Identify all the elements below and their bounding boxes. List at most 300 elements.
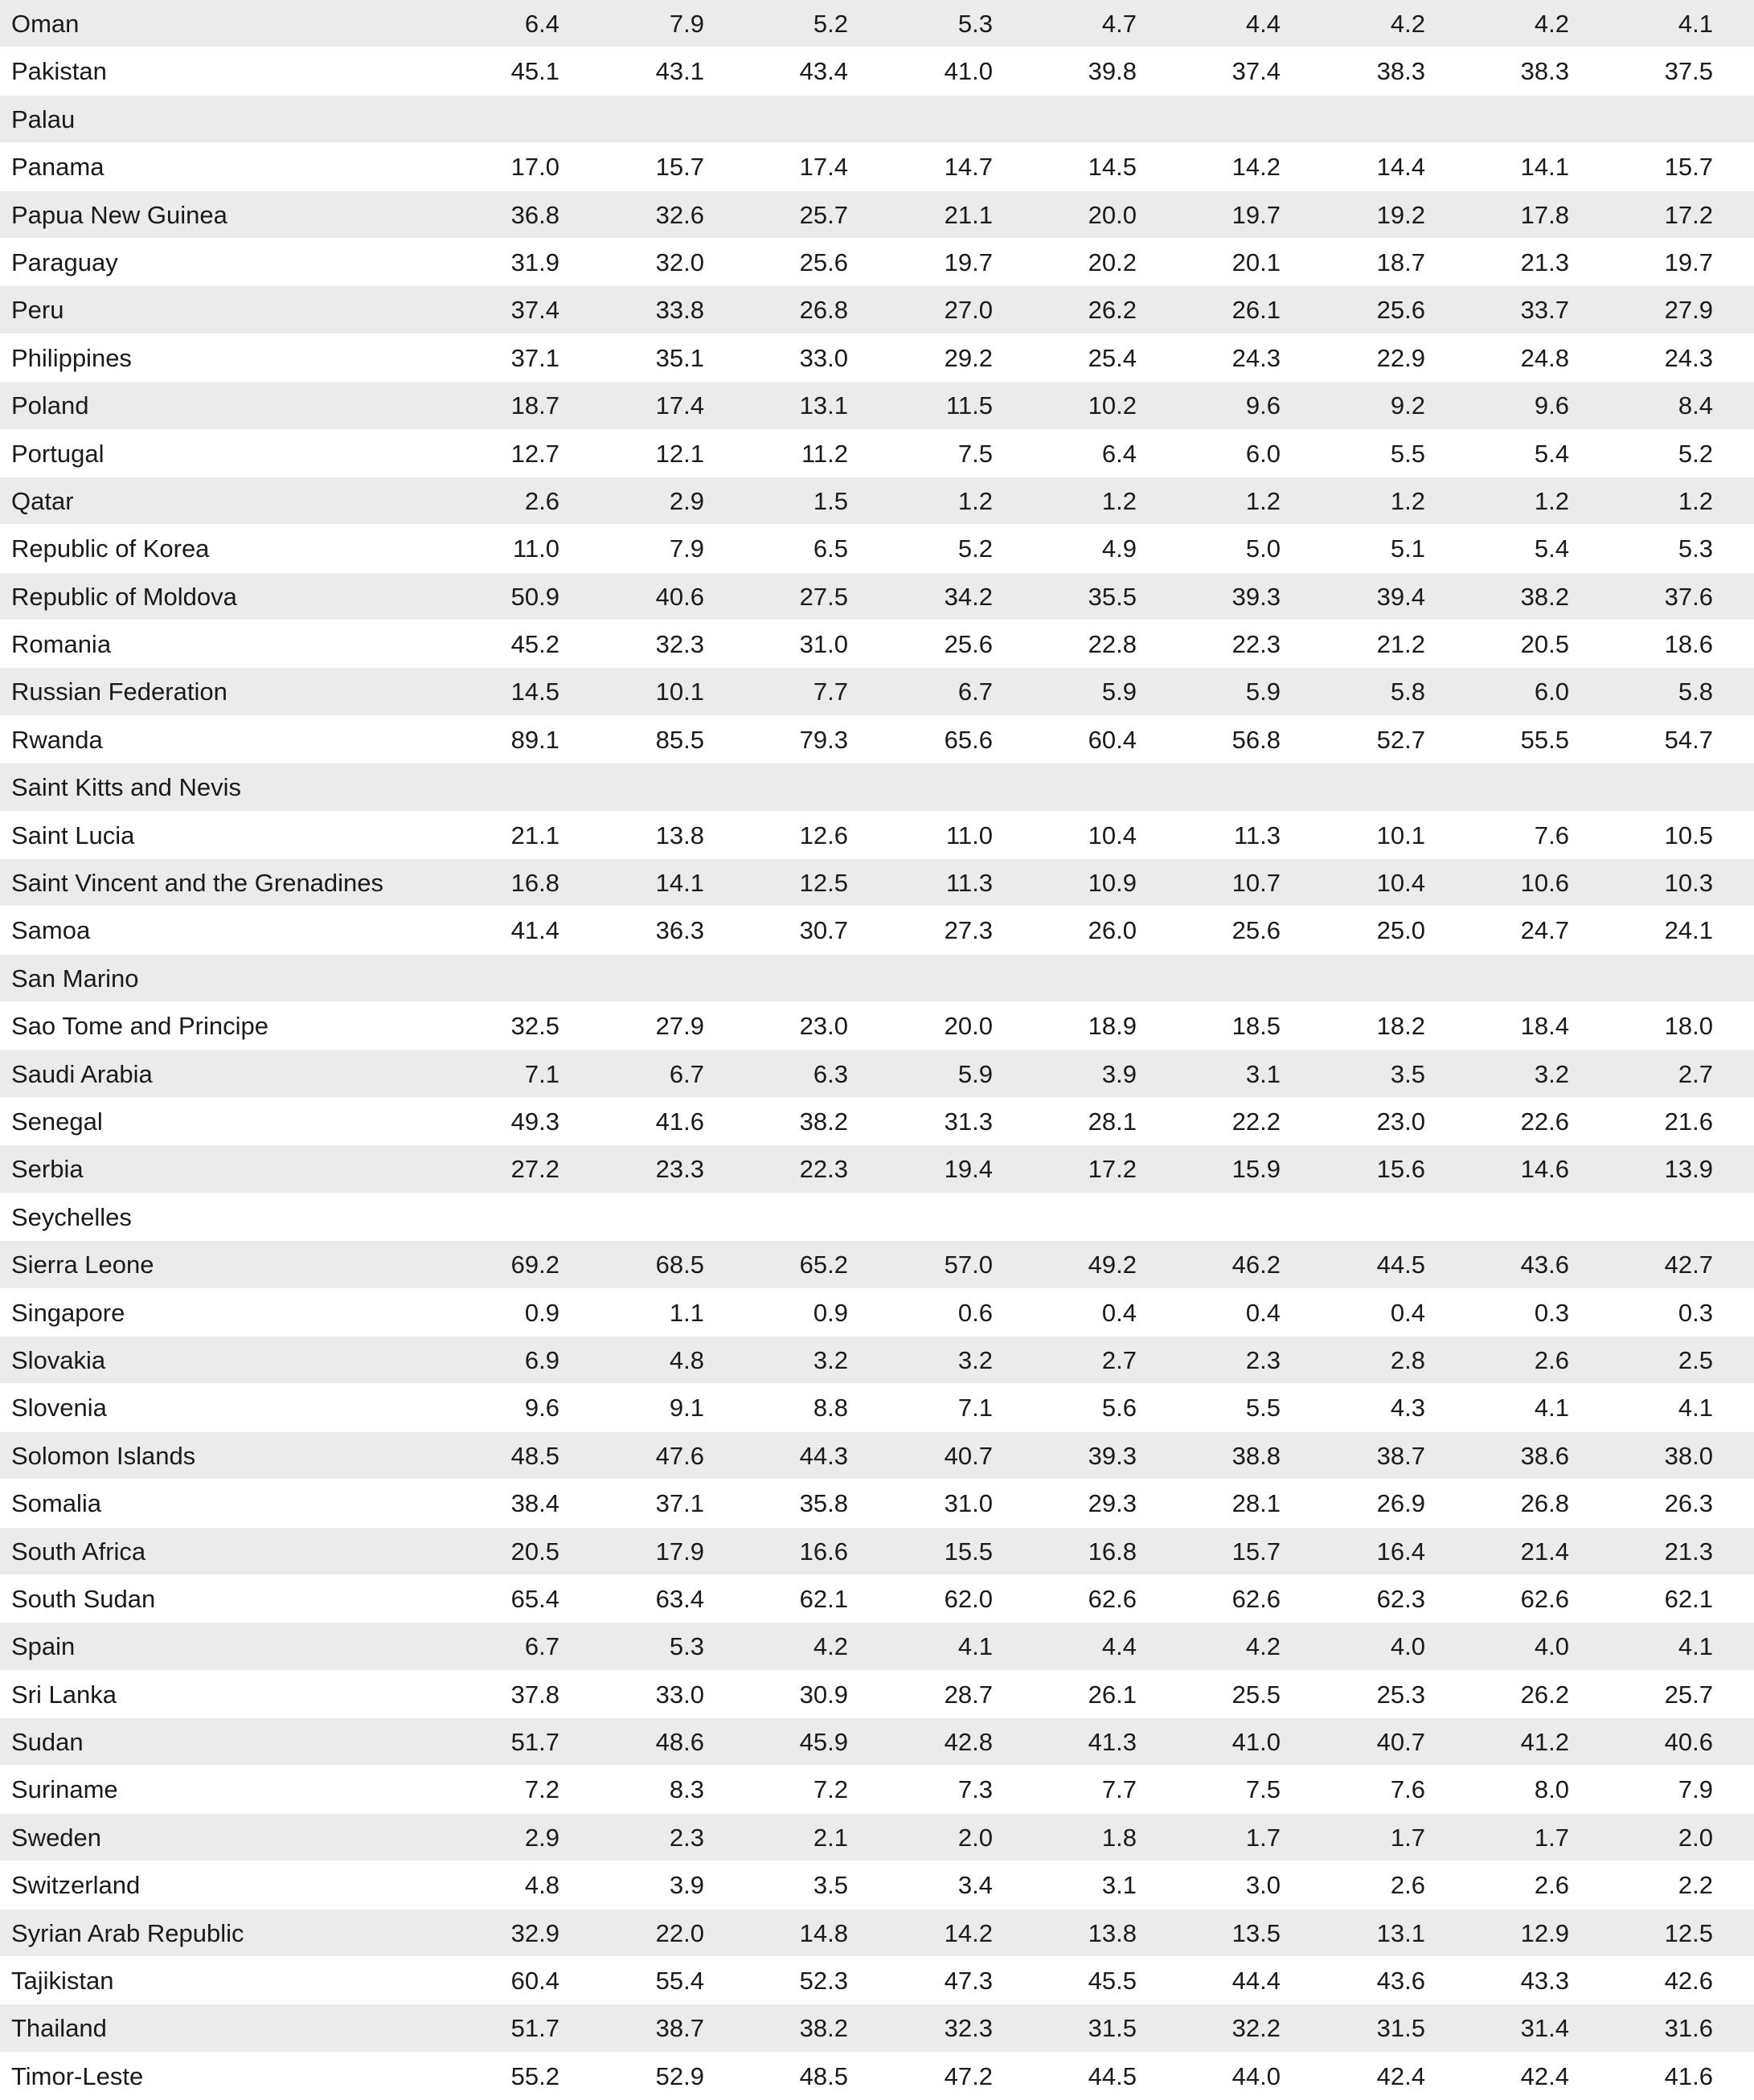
table-cell-value: 14.2 xyxy=(944,1918,993,1947)
table-cell-value: 14.5 xyxy=(1088,153,1137,182)
table-cell-value: 26.2 xyxy=(1088,296,1137,325)
country-name: Oman xyxy=(11,10,80,38)
table-cell-value: 28.1 xyxy=(1088,1107,1137,1136)
table-cell-value: 41.6 xyxy=(655,1107,704,1136)
country-name: South Sudan xyxy=(11,1584,156,1613)
table-row xyxy=(0,1193,1754,1241)
table-row xyxy=(0,1384,1754,1431)
table-cell-value: 30.7 xyxy=(799,916,848,945)
table-row xyxy=(0,477,1754,525)
table-cell-value: 4.0 xyxy=(1534,1632,1569,1661)
table-cell-value: 4.1 xyxy=(957,1632,993,1661)
table-cell-value: 5.8 xyxy=(1390,677,1425,706)
table-cell-value: 2.7 xyxy=(1678,1059,1713,1088)
table-cell-value: 10.5 xyxy=(1664,821,1713,849)
country-name: Sudan xyxy=(11,1728,84,1757)
table-cell-value: 19.7 xyxy=(944,248,993,276)
table-cell-value xyxy=(1584,763,1713,811)
table-cell-value: 2.7 xyxy=(1101,1345,1137,1374)
table-row xyxy=(0,2004,1754,2052)
table-cell-value: 7.5 xyxy=(957,439,993,468)
table-cell-value: 4.4 xyxy=(1245,10,1281,38)
table-cell-value xyxy=(1584,1193,1713,1241)
table-cell-value: 2.2 xyxy=(1678,1871,1713,1900)
table-cell-value: 2.3 xyxy=(1245,1345,1281,1374)
table-cell-value: 6.4 xyxy=(1101,439,1137,468)
country-name: Poland xyxy=(11,391,89,420)
table-cell-value: 41.0 xyxy=(1231,1728,1281,1757)
table-cell-value xyxy=(1152,96,1281,143)
table-cell-value: 5.3 xyxy=(669,1632,704,1661)
table-cell-value: 60.4 xyxy=(1088,725,1137,754)
country-name: Slovenia xyxy=(11,1394,107,1423)
table-cell-value: 4.1 xyxy=(1678,1632,1713,1661)
table-cell-value: 27.9 xyxy=(655,1012,704,1041)
table-cell-value: 52.7 xyxy=(1376,725,1425,754)
table-cell-value: 18.5 xyxy=(1231,1012,1281,1041)
table-cell-value: 47.6 xyxy=(655,1441,704,1470)
table-cell-value: 4.8 xyxy=(524,1871,559,1900)
table-cell-value: 49.2 xyxy=(1088,1251,1137,1279)
table-row xyxy=(0,1528,1754,1575)
table-cell-value: 21.4 xyxy=(1520,1537,1569,1566)
table-cell-value: 2.1 xyxy=(813,1823,848,1852)
table-cell-value: 6.7 xyxy=(957,677,993,706)
table-row xyxy=(0,1480,1754,1527)
table-cell-value: 34.2 xyxy=(944,582,993,611)
table-cell-value: 4.8 xyxy=(669,1345,704,1374)
table-cell-value: 41.4 xyxy=(510,916,559,945)
table-row xyxy=(0,286,1754,334)
table-cell-value: 22.3 xyxy=(1231,630,1281,659)
table-cell-value: 62.6 xyxy=(1231,1584,1281,1613)
table-cell-value: 17.8 xyxy=(1520,200,1569,229)
table-cell-value: 8.0 xyxy=(1534,1775,1569,1804)
table-cell-value: 31.3 xyxy=(944,1107,993,1136)
table-cell-value: 43.1 xyxy=(655,57,704,86)
table-cell-value: 18.0 xyxy=(1664,1012,1713,1041)
table-cell-value: 37.8 xyxy=(510,1680,559,1709)
table-cell-value: 22.0 xyxy=(655,1918,704,1947)
table-cell-value: 9.6 xyxy=(1245,391,1281,420)
table-cell-value: 4.1 xyxy=(1534,1394,1569,1423)
table-cell-value xyxy=(1584,955,1713,1002)
table-row xyxy=(0,1241,1754,1288)
table-cell-value: 6.0 xyxy=(1534,677,1569,706)
table-cell-value: 28.1 xyxy=(1231,1489,1281,1518)
table-cell-value: 5.1 xyxy=(1390,534,1425,563)
table-cell-value: 19.2 xyxy=(1376,200,1425,229)
table-cell-value: 42.7 xyxy=(1664,1251,1713,1279)
table-row xyxy=(0,620,1754,668)
table-cell-value: 37.1 xyxy=(510,343,559,372)
country-name: Senegal xyxy=(11,1107,103,1136)
table-cell-value: 5.2 xyxy=(957,534,993,563)
country-name: Papua New Guinea xyxy=(11,200,227,229)
table-cell-value: 20.5 xyxy=(1520,630,1569,659)
table-cell-value: 10.9 xyxy=(1088,869,1137,898)
table-cell-value: 10.2 xyxy=(1088,391,1137,420)
table-cell-value: 43.6 xyxy=(1376,1967,1425,1996)
table-cell-value: 62.1 xyxy=(799,1584,848,1613)
table-cell-value: 12.6 xyxy=(799,821,848,849)
table-cell-value: 7.6 xyxy=(1390,1775,1425,1804)
table-cell-value: 29.2 xyxy=(944,343,993,372)
table-cell-value: 9.6 xyxy=(1534,391,1569,420)
table-cell-value: 19.7 xyxy=(1664,248,1713,276)
table-cell-value: 13.1 xyxy=(1376,1918,1425,1947)
table-cell-value: 6.7 xyxy=(524,1632,559,1661)
table-cell-value xyxy=(1440,763,1569,811)
country-name: Thailand xyxy=(11,2014,107,2043)
table-cell-value: 5.3 xyxy=(957,10,993,38)
table-cell-value: 7.2 xyxy=(524,1775,559,1804)
table-cell-value: 22.6 xyxy=(1520,1107,1569,1136)
table-cell-value: 4.4 xyxy=(1101,1632,1137,1661)
table-cell-value: 35.5 xyxy=(1088,582,1137,611)
table-cell-value: 52.9 xyxy=(655,2061,704,2090)
table-cell-value: 51.7 xyxy=(510,1728,559,1757)
table-cell-value: 13.8 xyxy=(1088,1918,1137,1947)
table-cell-value xyxy=(719,96,848,143)
table-cell-value: 12.5 xyxy=(1664,1918,1713,1947)
table-cell-value: 5.9 xyxy=(1245,677,1281,706)
table-cell-value: 3.1 xyxy=(1245,1059,1281,1088)
table-cell-value: 10.4 xyxy=(1088,821,1137,849)
table-cell-value: 49.3 xyxy=(510,1107,559,1136)
table-cell-value: 48.6 xyxy=(655,1728,704,1757)
table-cell-value: 25.0 xyxy=(1376,916,1425,945)
table-cell-value: 2.8 xyxy=(1390,1345,1425,1374)
table-cell-value: 25.3 xyxy=(1376,1680,1425,1709)
table-row xyxy=(0,1289,1754,1337)
table-cell-value xyxy=(864,96,993,143)
table-cell-value xyxy=(431,955,559,1002)
table-cell-value: 38.2 xyxy=(1520,582,1569,611)
table-cell-value: 33.0 xyxy=(799,343,848,372)
table-cell-value: 48.5 xyxy=(510,1441,559,1470)
table-cell-value: 10.1 xyxy=(655,677,704,706)
table-cell-value xyxy=(576,1193,704,1241)
table-cell-value: 17.2 xyxy=(1088,1155,1137,1184)
table-cell-value: 13.8 xyxy=(655,821,704,849)
table-cell-value: 5.6 xyxy=(1101,1394,1137,1423)
table-cell-value: 56.8 xyxy=(1231,725,1281,754)
table-cell-value: 15.9 xyxy=(1231,1155,1281,1184)
table-cell-value: 5.9 xyxy=(957,1059,993,1088)
country-name: Spain xyxy=(11,1632,76,1661)
table-cell-value: 23.3 xyxy=(655,1155,704,1184)
table-cell-value: 26.3 xyxy=(1664,1489,1713,1518)
table-cell-value: 13.5 xyxy=(1231,1918,1281,1947)
table-cell-value: 38.3 xyxy=(1376,57,1425,86)
table-cell-value: 38.2 xyxy=(799,1107,848,1136)
table-cell-value: 4.2 xyxy=(813,1632,848,1661)
table-cell-value: 4.7 xyxy=(1101,10,1137,38)
table-cell-value: 4.1 xyxy=(1678,10,1713,38)
table-cell-value: 25.6 xyxy=(1376,296,1425,325)
table-cell-value xyxy=(1297,1193,1425,1241)
table-cell-value xyxy=(1297,955,1425,1002)
table-cell-value: 5.4 xyxy=(1534,439,1569,468)
table-cell-value: 4.9 xyxy=(1101,534,1137,563)
table-row xyxy=(0,2053,1754,2100)
table-cell-value: 47.3 xyxy=(944,1967,993,1996)
table-cell-value: 32.3 xyxy=(655,630,704,659)
table-cell-value xyxy=(431,96,559,143)
table-cell-value: 41.3 xyxy=(1088,1728,1137,1757)
table-cell-value: 10.6 xyxy=(1520,869,1569,898)
table-cell-value: 1.2 xyxy=(1245,486,1281,515)
table-cell-value: 41.2 xyxy=(1520,1728,1569,1757)
table-row xyxy=(0,334,1754,382)
table-cell-value: 65.6 xyxy=(944,725,993,754)
table-cell-value: 22.3 xyxy=(799,1155,848,1184)
table-cell-value: 39.4 xyxy=(1376,582,1425,611)
table-cell-value: 18.2 xyxy=(1376,1012,1425,1041)
table-cell-value: 55.2 xyxy=(510,2061,559,2090)
table-cell-value: 25.7 xyxy=(799,200,848,229)
table-row xyxy=(0,1337,1754,1384)
table-cell-value: 17.9 xyxy=(655,1537,704,1566)
table-cell-value: 22.9 xyxy=(1376,343,1425,372)
table-cell-value: 14.1 xyxy=(1520,153,1569,182)
country-name: Tajikistan xyxy=(11,1967,114,1996)
table-cell-value: 31.4 xyxy=(1520,2014,1569,2043)
table-cell-value: 2.5 xyxy=(1678,1345,1713,1374)
table-cell-value: 2.6 xyxy=(524,486,559,515)
table-cell-value: 32.0 xyxy=(655,248,704,276)
table-cell-value: 1.7 xyxy=(1390,1823,1425,1852)
table-cell-value: 43.6 xyxy=(1520,1251,1569,1279)
table-cell-value: 47.2 xyxy=(944,2061,993,2090)
table-cell-value: 5.8 xyxy=(1678,677,1713,706)
table-cell-value: 10.4 xyxy=(1376,869,1425,898)
table-cell-value: 22.2 xyxy=(1231,1107,1281,1136)
table-cell-value: 32.5 xyxy=(510,1012,559,1041)
country-name: Paraguay xyxy=(11,248,118,276)
table-cell-value: 38.0 xyxy=(1664,1441,1713,1470)
table-cell-value: 25.6 xyxy=(944,630,993,659)
table-cell-value: 2.6 xyxy=(1534,1871,1569,1900)
table-cell-value: 6.0 xyxy=(1245,439,1281,468)
table-cell-value: 44.0 xyxy=(1231,2061,1281,2090)
table-row xyxy=(0,859,1754,907)
table-cell-value: 2.9 xyxy=(669,486,704,515)
table-cell-value: 25.4 xyxy=(1088,343,1137,372)
table-cell-value: 12.9 xyxy=(1520,1918,1569,1947)
table-cell-value: 3.1 xyxy=(1101,1871,1137,1900)
table-cell-value: 2.6 xyxy=(1390,1871,1425,1900)
table-cell-value: 18.9 xyxy=(1088,1012,1137,1041)
table-cell-value: 26.0 xyxy=(1088,916,1137,945)
table-cell-value xyxy=(576,763,704,811)
table-cell-value: 9.1 xyxy=(669,1394,704,1423)
table-cell-value: 2.3 xyxy=(669,1823,704,1852)
table-cell-value: 65.4 xyxy=(510,1584,559,1613)
table-cell-value: 8.8 xyxy=(813,1394,848,1423)
table-cell-value: 1.2 xyxy=(1534,486,1569,515)
table-row xyxy=(0,96,1754,143)
table-cell-value: 27.9 xyxy=(1664,296,1713,325)
table-cell-value: 38.3 xyxy=(1520,57,1569,86)
table-row xyxy=(0,1575,1754,1623)
table-cell-value: 10.7 xyxy=(1231,869,1281,898)
table-cell-value xyxy=(1440,96,1569,143)
table-cell-value xyxy=(1152,955,1281,1002)
table-cell-value: 41.0 xyxy=(944,57,993,86)
table-cell-value: 45.2 xyxy=(510,630,559,659)
table-cell-value: 39.3 xyxy=(1088,1441,1137,1470)
table-cell-value xyxy=(1008,1193,1137,1241)
table-cell-value: 9.6 xyxy=(524,1394,559,1423)
table-cell-value: 31.6 xyxy=(1664,2014,1713,2043)
table-cell-value: 40.6 xyxy=(655,582,704,611)
table-cell-value: 31.0 xyxy=(799,630,848,659)
table-cell-value: 21.1 xyxy=(510,821,559,849)
country-name: Sweden xyxy=(11,1823,102,1852)
table-cell-value: 26.1 xyxy=(1088,1680,1137,1709)
table-cell-value: 33.8 xyxy=(655,296,704,325)
table-cell-value: 23.0 xyxy=(1376,1107,1425,1136)
table-cell-value: 5.2 xyxy=(1678,439,1713,468)
table-cell-value: 36.8 xyxy=(510,200,559,229)
table-cell-value: 8.4 xyxy=(1678,391,1713,420)
table-cell-value: 6.9 xyxy=(524,1345,559,1374)
table-cell-value: 12.5 xyxy=(799,869,848,898)
table-cell-value xyxy=(719,1193,848,1241)
table-row xyxy=(0,191,1754,239)
table-cell-value: 14.5 xyxy=(510,677,559,706)
table-cell-value: 41.6 xyxy=(1664,2061,1713,2090)
table-cell-value: 37.1 xyxy=(655,1489,704,1518)
country-name: Saint Vincent and the Grenadines xyxy=(11,869,384,898)
table-cell-value: 62.0 xyxy=(944,1584,993,1613)
table-cell-value xyxy=(864,955,993,1002)
table-row xyxy=(0,1623,1754,1670)
table-cell-value: 43.3 xyxy=(1520,1967,1569,1996)
table-cell-value: 33.7 xyxy=(1520,296,1569,325)
table-cell-value: 3.5 xyxy=(1390,1059,1425,1088)
table-cell-value: 17.4 xyxy=(655,391,704,420)
table-cell-value: 23.0 xyxy=(799,1012,848,1041)
table-cell-value: 42.6 xyxy=(1664,1967,1713,1996)
table-cell-value: 7.1 xyxy=(957,1394,993,1423)
table-row xyxy=(0,1861,1754,1909)
table-cell-value: 26.1 xyxy=(1231,296,1281,325)
table-cell-value: 29.3 xyxy=(1088,1489,1137,1518)
table-cell-value: 19.7 xyxy=(1231,200,1281,229)
table-row xyxy=(0,1050,1754,1098)
table-cell-value: 69.2 xyxy=(510,1251,559,1279)
table-cell-value: 31.5 xyxy=(1376,2014,1425,2043)
table-cell-value: 33.0 xyxy=(655,1680,704,1709)
table-cell-value: 44.5 xyxy=(1376,1251,1425,1279)
table-cell-value: 7.9 xyxy=(1678,1775,1713,1804)
table-cell-value xyxy=(1584,96,1713,143)
country-name: Romania xyxy=(11,630,112,659)
table-cell-value: 16.4 xyxy=(1376,1537,1425,1566)
table-cell-value: 21.3 xyxy=(1664,1537,1713,1566)
table-cell-value: 15.7 xyxy=(655,153,704,182)
table-cell-value: 2.0 xyxy=(1678,1823,1713,1852)
table-cell-value: 15.5 xyxy=(944,1537,993,1566)
table-cell-value: 42.4 xyxy=(1520,2061,1569,2090)
table-cell-value: 1.8 xyxy=(1101,1823,1137,1852)
table-cell-value: 5.5 xyxy=(1245,1394,1281,1423)
table-cell-value: 1.2 xyxy=(1101,486,1137,515)
table-cell-value xyxy=(1008,96,1137,143)
table-cell-value: 12.7 xyxy=(510,439,559,468)
table-cell-value: 3.5 xyxy=(813,1871,848,1900)
table-cell-value xyxy=(719,763,848,811)
table-cell-value: 15.6 xyxy=(1376,1155,1425,1184)
table-cell-value: 37.4 xyxy=(510,296,559,325)
table-cell-value: 38.7 xyxy=(1376,1441,1425,1470)
table-cell-value: 63.4 xyxy=(655,1584,704,1613)
table-row xyxy=(0,1814,1754,1861)
country-name: Switzerland xyxy=(11,1871,141,1900)
country-name: Palau xyxy=(11,104,76,133)
table-row xyxy=(0,1145,1754,1193)
table-cell-value: 4.2 xyxy=(1390,10,1425,38)
table-row xyxy=(0,573,1754,620)
table-cell-value: 44.4 xyxy=(1231,1967,1281,1996)
table-cell-value: 32.2 xyxy=(1231,2014,1281,2043)
table-cell-value: 1.7 xyxy=(1245,1823,1281,1852)
table-cell-value: 5.5 xyxy=(1390,439,1425,468)
country-name: Somalia xyxy=(11,1489,101,1518)
table-row xyxy=(0,430,1754,477)
table-cell-value: 62.1 xyxy=(1664,1584,1713,1613)
table-cell-value: 45.1 xyxy=(510,57,559,86)
table-cell-value: 15.7 xyxy=(1664,153,1713,182)
table-cell-value: 32.6 xyxy=(655,200,704,229)
table-cell-value: 7.9 xyxy=(669,534,704,563)
table-cell-value: 40.6 xyxy=(1664,1728,1713,1757)
table-cell-value: 48.5 xyxy=(799,2061,848,2090)
table-cell-value xyxy=(1440,1193,1569,1241)
table-cell-value: 7.3 xyxy=(957,1775,993,1804)
table-cell-value: 5.3 xyxy=(1678,534,1713,563)
table-cell-value: 38.2 xyxy=(799,2014,848,2043)
table-cell-value: 7.9 xyxy=(669,10,704,38)
table-cell-value: 18.7 xyxy=(510,391,559,420)
table-cell-value: 25.7 xyxy=(1664,1680,1713,1709)
table-cell-value: 0.6 xyxy=(957,1298,993,1327)
table-cell-value: 5.4 xyxy=(1534,534,1569,563)
country-name: San Marino xyxy=(11,964,139,993)
table-cell-value: 6.7 xyxy=(669,1059,704,1088)
table-cell-value: 14.7 xyxy=(944,153,993,182)
table-cell-value: 20.5 xyxy=(510,1537,559,1566)
table-cell-value: 7.5 xyxy=(1245,1775,1281,1804)
country-name: Singapore xyxy=(11,1298,125,1327)
table-cell-value: 21.1 xyxy=(944,200,993,229)
table-cell-value: 14.8 xyxy=(799,1918,848,1947)
table-cell-value: 4.2 xyxy=(1534,10,1569,38)
table-cell-value: 38.8 xyxy=(1231,1441,1281,1470)
table-cell-value: 54.7 xyxy=(1664,725,1713,754)
table-cell-value: 0.4 xyxy=(1245,1298,1281,1327)
table-cell-value: 0.9 xyxy=(524,1298,559,1327)
table-cell-value xyxy=(1297,763,1425,811)
table-cell-value: 11.5 xyxy=(945,391,993,420)
table-cell-value: 26.8 xyxy=(1520,1489,1569,1518)
country-name: Timor-Leste xyxy=(11,2061,144,2090)
table-cell-value: 62.3 xyxy=(1376,1584,1425,1613)
country-name: Pakistan xyxy=(11,57,107,86)
